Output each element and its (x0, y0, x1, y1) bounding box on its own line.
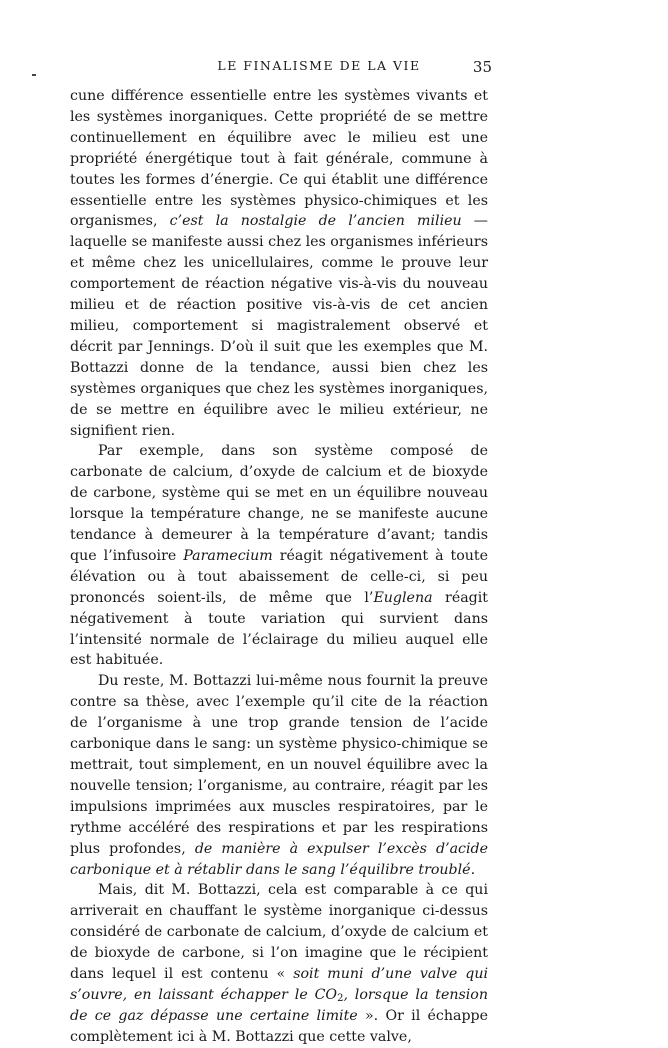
text-segment: — laquelle se manifeste aussi chez les organismes inférieurs et même chez les unicellulaires, comme le prouve leur comportement de réaction négative vis-à-vis du nouveau milieu et de réaction positive vis-à-vis de cet ancien milieu, comportement si magistralement observé et décrit par Jennings. D’où il suit que les exemples que M. Bottazzi donne de la tendance, aussi bien chez les systèmes organiques que chez les systèmes inorganiques, de se mettre en équilibre avec le milieu extérieur, ne signifient rien. (70, 213, 488, 439)
text-segment: ». Or il échappe complètement ici à M. Bottazzi que cette valve, (70, 1007, 489, 1045)
paragraph (70, 441, 488, 671)
text-segment: réagit négativement à toute élévation ou à tout abaissement de celle-ci, si peu prononcés soient-ils, de même que l’ (70, 547, 488, 606)
text-segment: Par exemple, dans son système composé de carbonate de calcium, d’oxyde de calcium et de bioxyde de carbone, système qui se met en un équilibre nouveau lorsque la température change, ne se manifeste aucune tendance à demeurer à la température d’avant; tandis que l’infusoire (70, 443, 488, 564)
italic-text: , lorsque la tension de ce gaz dépasse une certaine limite (70, 986, 488, 1024)
text-segment: Du reste, M. Bottazzi lui-même nous fournit la preuve contre sa thèse, avec l’exemple qu’il cite de la réaction de l’organisme à une trop grande tension de l’acide carbonique dans le sang: un système physico-chimique se mettrait, tout simplement, en un nouvel équilibre avec la nouvelle tension; l’organisme, au contraire, réagit par les impulsions imprimées aux muscles respiratoires, par le rythme accéléré des respirations et par les respirations plus profondes, (70, 673, 488, 857)
italic-text: c’est la nostalgie de l’ancien milieu (169, 213, 462, 230)
body-text (70, 86, 488, 1048)
paragraph (70, 86, 488, 441)
paragraph (70, 880, 488, 1047)
margin-mark (32, 74, 36, 76)
text-segment: réagit négativement à toute variation qui survient dans l’intensité normale de l’éclairage du milieu auquel elle est habituée. (70, 589, 489, 669)
italic-text: Euglena (373, 589, 433, 606)
running-title: LE FINALISME DE LA VIE (217, 58, 421, 73)
subscript: 2 (337, 992, 344, 1004)
paragraph (70, 671, 488, 880)
italic-text: soit muni d’une valve qui s’ouvre, en laissant échapper le CO (70, 966, 489, 1003)
italic-text: de manière à expulser l’excès d’acide carbonique et à rétablir dans le sang l’équilibre troublé. (70, 840, 488, 878)
text-segment: cune différence essentielle entre les systèmes vivants et les systèmes inorganiques. Cette propriété de se mettre continuellement en équilibre avec le milieu est une propriété énergétique tout à fait générale, commune à toutes les formes d’énergie. Ce qui établit une différence essentielle entre les systèmes physico-chimiques et les organismes, (70, 88, 488, 230)
italic-text: Paramecium (183, 547, 273, 564)
text-segment: Mais, dit M. Bottazzi, cela est comparable à ce qui arriverait en chauffant le système inorganique ci-dessus considéré de carbonate de calcium, d’oxyde de calcium et de bioxyde de carbone, si l’on imagine que le récipient dans lequel il est contenu « (70, 882, 488, 983)
page-number: 35 (472, 58, 492, 76)
running-head (70, 58, 492, 76)
